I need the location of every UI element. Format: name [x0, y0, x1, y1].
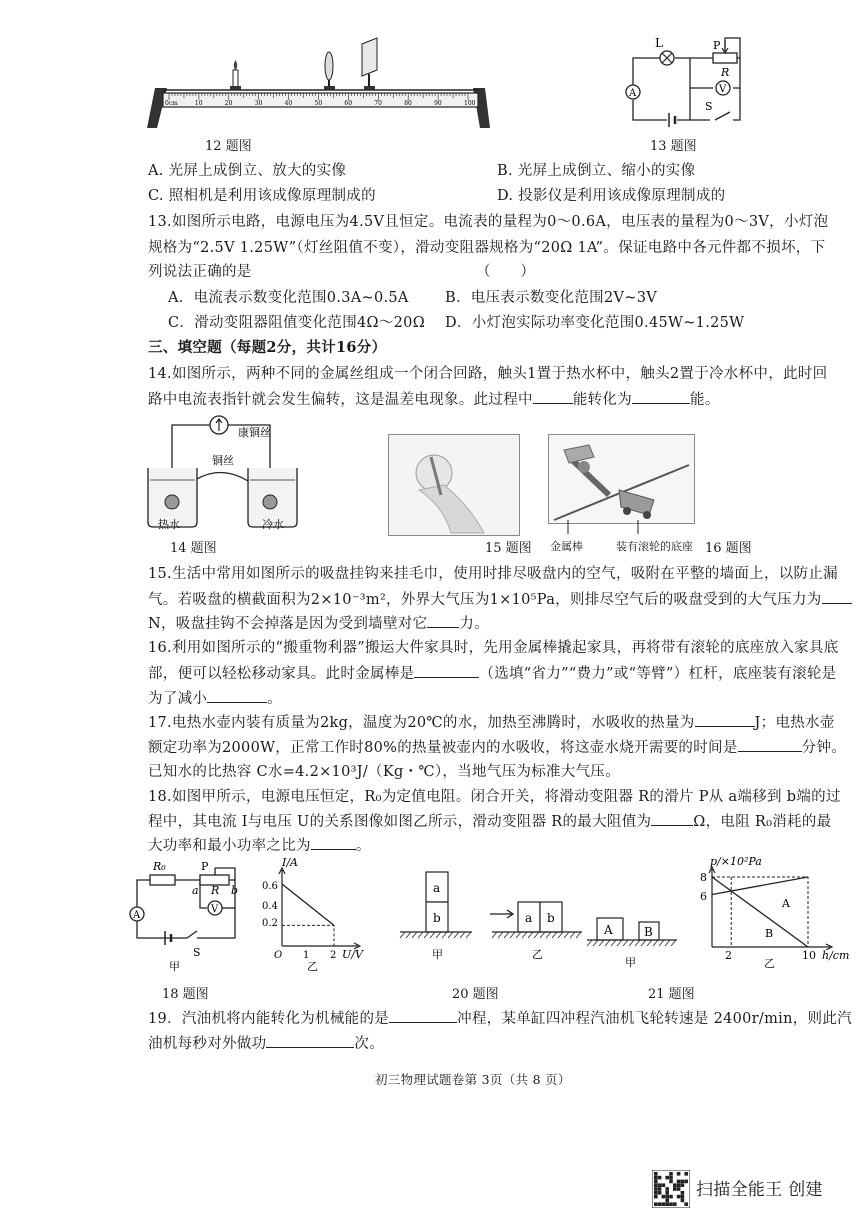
- svg-text:康铜丝: 康铜丝: [238, 426, 271, 439]
- iu-guide-line: [282, 925, 334, 946]
- ground-hatch: [570, 932, 575, 938]
- svg-text:b: b: [547, 911, 555, 925]
- ruler-tick-label: 80: [404, 100, 412, 107]
- fig16-label-rod: 金属棒: [550, 540, 583, 553]
- fig18-caption: 18 题图: [162, 987, 209, 1002]
- ground-hatch: [665, 940, 670, 946]
- q15-stem-line3: N，吸盘挂钩不会掉落是因为受到墙壁对它 力。: [148, 613, 489, 634]
- fig16-caption: 16 题图: [705, 541, 752, 556]
- q13-stem-line2: 规格为“2.5V 1.25W”（灯丝阻值不变），滑动变阻器规格为“20Ω 1A”。保证电路中各元件都不损坏，下: [148, 240, 826, 256]
- section-heading: 三、填空题（每题2分，共计16分）: [148, 339, 387, 356]
- fig13-caption: 13 题图: [650, 139, 697, 154]
- ground-hatch: [412, 932, 417, 938]
- ground-hatch: [448, 932, 453, 938]
- q18-stem-line3: 大功率和最小功率之比为 。: [148, 835, 371, 856]
- r0-resistor-icon: [150, 875, 175, 885]
- page-footer: 初三物理试题卷第 3页（共 8 页）: [375, 1072, 571, 1087]
- optical-bench-figure: [145, 30, 495, 130]
- ground-hatch: [605, 940, 610, 946]
- ruler-tick-label: 10: [194, 100, 203, 107]
- svg-text:甲: 甲: [432, 948, 443, 961]
- svg-text:p/×10²Pa: p/×10²Pa: [710, 855, 762, 868]
- ph-line-b: [712, 877, 808, 947]
- q14-blank-2[interactable]: [632, 389, 690, 404]
- svg-text:10: 10: [802, 949, 816, 962]
- ruler-tick-label: 0cm: [165, 100, 178, 107]
- svg-text:a: a: [525, 911, 533, 925]
- svg-text:乙: 乙: [307, 960, 318, 973]
- svg-text:0.6: 0.6: [262, 881, 278, 892]
- svg-text:0.4: 0.4: [262, 901, 278, 912]
- iu-graph-18: [262, 858, 367, 973]
- ground-hatch: [552, 932, 557, 938]
- ph-line-a: [712, 877, 808, 895]
- ground-hatch: [587, 940, 592, 946]
- ground-hatch: [558, 932, 563, 938]
- ground-hatch: [659, 940, 664, 946]
- heavy-lifting-tool-photo: [548, 434, 695, 524]
- svg-text:R: R: [721, 66, 730, 79]
- q19-stem-line1: 19．汽油机将内能转化为机械能的是 冲程，某单缸四冲程汽油机飞轮转速是 2400r/min，则此汽: [148, 1008, 852, 1029]
- q13-option-c: C．滑动变阻器阻值变化范围4Ω～20Ω: [168, 315, 426, 331]
- q14-stem-line1: 14.如图所示，两种不同的金属丝组成一个闭合回路，触头1置于热水杯中，触头2置于冷水杯中，此时回: [148, 366, 828, 382]
- ruler-tick-label: 60: [344, 100, 353, 107]
- q19-stem-line2: 油机每秒对外做功 次。: [148, 1033, 384, 1054]
- q13-stem-line3: 列说法正确的是: [148, 264, 252, 280]
- svg-text:S: S: [193, 946, 201, 959]
- svg-text:R₀: R₀: [153, 860, 166, 873]
- ruler-tick-label: 100: [464, 100, 476, 107]
- ground-hatch: [576, 932, 581, 938]
- q18-blank-1[interactable]: [651, 811, 693, 826]
- ph-graph-21: [690, 855, 850, 970]
- ground-hatch: [522, 932, 527, 938]
- q16-blank-1[interactable]: [414, 663, 479, 678]
- svg-text:乙: 乙: [764, 957, 775, 970]
- qr-code-icon: [652, 1170, 690, 1208]
- svg-text:甲: 甲: [169, 960, 180, 973]
- thermocouple-figure: [140, 410, 320, 535]
- svg-text:a: a: [433, 881, 441, 895]
- ground-hatch: [540, 932, 545, 938]
- ground-hatch: [534, 932, 539, 938]
- q18-stem-line1: 18.如图甲所示，电源电压恒定，R₀为定值电阻。闭合开关，将滑动变阻器 R的滑片 P从 a端移到 b端的过: [148, 789, 841, 805]
- ground-hatch: [430, 932, 435, 938]
- svg-text:S: S: [705, 100, 713, 113]
- ground-hatch: [611, 940, 616, 946]
- svg-text:L: L: [655, 36, 663, 50]
- q13-option-b: B．电压表示数变化范围2V~3V: [445, 290, 657, 306]
- q13-answer-paren: （ ）: [476, 264, 536, 280]
- svg-text:冷水: 冷水: [262, 518, 284, 531]
- ground-hatch: [498, 932, 503, 938]
- q12-option-a: A. 光屏上成倒立、放大的实像: [148, 163, 347, 179]
- ruler-tick-label: 70: [374, 100, 382, 107]
- q18-blank-2[interactable]: [311, 835, 356, 850]
- ground-hatch: [599, 940, 604, 946]
- ground-hatch: [653, 940, 658, 946]
- ground-hatch: [629, 940, 634, 946]
- ground-hatch: [424, 932, 429, 938]
- ground-hatch: [635, 940, 640, 946]
- suction-hook-photo: [388, 434, 520, 536]
- convex-lens-icon: [324, 52, 335, 90]
- fig20-caption: 20 题图: [452, 987, 499, 1002]
- ground-hatch: [617, 940, 622, 946]
- ruler-tick-label: 90: [434, 100, 442, 107]
- q17-blank-1[interactable]: [695, 712, 755, 727]
- svg-text:2: 2: [725, 949, 732, 962]
- q18-stem-line2: 程中，其电流 I与电压 U的关系图像如图乙所示，滑动变阻器 R的最大阻值为 Ω，电阻 R₀消耗的最: [148, 811, 831, 832]
- ground-hatch: [528, 932, 533, 938]
- ruler-tick-label: 40: [284, 100, 293, 107]
- q14-blank-1[interactable]: [533, 389, 573, 404]
- fig14-caption: 14 题图: [170, 541, 217, 556]
- ground-hatch: [510, 932, 515, 938]
- ground-hatch: [546, 932, 551, 938]
- fig16-label-base: 装有滚轮的底座: [616, 540, 693, 553]
- q15-stem-line2: 气。若吸盘的横截面积为2×10⁻³m²，外界大气压为1×10⁵Pa，则排尽空气后的吸盘受到的大气压力为: [148, 589, 852, 610]
- ruler-tick-label: 50: [314, 100, 323, 107]
- svg-text:V: V: [211, 904, 219, 915]
- ground-hatch: [671, 940, 676, 946]
- q15-blank-1[interactable]: [822, 589, 852, 604]
- ground-hatch: [516, 932, 521, 938]
- ground-hatch: [647, 940, 652, 946]
- fig15-caption: 15 题图: [485, 541, 532, 556]
- q19-blank-2[interactable]: [266, 1033, 354, 1048]
- ground-hatch: [593, 940, 598, 946]
- ruler-tick-label: 30: [254, 100, 263, 107]
- ground-hatch: [436, 932, 441, 938]
- ground-hatch: [492, 932, 497, 938]
- svg-text:I/A: I/A: [282, 858, 298, 869]
- svg-text:O: O: [274, 950, 283, 961]
- q13-option-d: D．小灯泡实际功率变化范围0.45W~1.25W: [445, 315, 745, 331]
- svg-text:0.2: 0.2: [262, 918, 278, 929]
- circuit-figure-13: [615, 30, 755, 130]
- rheostat-icon: [713, 53, 737, 63]
- q17-blank-2[interactable]: [738, 737, 802, 752]
- svg-text:A: A: [629, 88, 637, 99]
- blocks-figure-20: [392, 862, 592, 967]
- fig12-caption: 12 题图: [205, 139, 252, 154]
- ground-hatch: [442, 932, 447, 938]
- svg-text:U/V: U/V: [342, 948, 363, 961]
- q16-blank-2[interactable]: [207, 688, 267, 703]
- q16-stem-line3: 为了减小 。: [148, 688, 282, 709]
- q15-stem-line1: 15.生活中常用如图所示的吸盘挂钩来挂毛巾，使用时排尽吸盘内的空气，吸附在平整的墙面上，以防止漏: [148, 566, 838, 582]
- ground-hatch: [400, 932, 405, 938]
- svg-text:b: b: [433, 911, 441, 925]
- ground-hatch: [406, 932, 411, 938]
- svg-text:2: 2: [330, 950, 337, 961]
- ground-hatch: [466, 932, 471, 938]
- svg-text:b: b: [231, 884, 239, 897]
- candle-icon: [230, 60, 241, 90]
- ground-hatch: [504, 932, 509, 938]
- iu-data-line: [282, 884, 334, 925]
- svg-text:R: R: [211, 884, 220, 897]
- q14-stem-line2: 路中电流表指针就会发生偏转，这是温差电现象。此过程中 能转化为 能。: [148, 389, 720, 410]
- q12-option-c: C. 照相机是利用该成像原理制成的: [148, 188, 376, 204]
- switch-icon: [187, 931, 197, 938]
- svg-text:1: 1: [303, 950, 310, 961]
- ground-hatch: [460, 932, 465, 938]
- svg-text:甲: 甲: [625, 956, 636, 969]
- q15-blank-2[interactable]: [427, 613, 459, 628]
- svg-text:A: A: [782, 897, 790, 910]
- ruler-tick-label: 20: [224, 100, 233, 107]
- ground-hatch: [623, 940, 628, 946]
- q17-stem-line1: 17.电热水壶内装有质量为2kg，温度为20℃的水，加热至沸腾时，水吸收的热量为 J；电热水壶: [148, 712, 835, 733]
- svg-text:8: 8: [700, 871, 707, 884]
- fig21-caption: 21 题图: [648, 987, 695, 1002]
- svg-text:铜丝: 铜丝: [212, 454, 234, 467]
- q12-option-b: B. 光屏上成倒立、缩小的实像: [497, 163, 696, 179]
- q17-stem-line2: 额定功率为2000W，正常工作时80%的热量被壶内的水吸收，将这壶水烧开需要的时间是 分钟。: [148, 737, 846, 758]
- q16-stem-line2: 部，便可以轻松移动家具。此时金属棒是 （选填“省力”“费力”或“等臂”）杠杆，底座装有滚轮是: [148, 663, 836, 684]
- svg-text:a: a: [192, 884, 199, 897]
- ground-hatch: [641, 940, 646, 946]
- svg-text:V: V: [719, 84, 727, 95]
- q12-option-d: D. 投影仪是利用该成像原理制成的: [497, 188, 726, 204]
- q17-stem-line3: 已知水的比热容 C水=4.2×10³J/（Kg・℃），当地气压为标准大气压。: [148, 764, 621, 780]
- q13-option-a: A．电流表示数变化范围0.3A~0.5A: [168, 290, 409, 306]
- svg-text:h/cm: h/cm: [822, 949, 850, 962]
- ground-hatch: [454, 932, 459, 938]
- svg-text:P: P: [201, 860, 209, 873]
- circuit-figure-18: [125, 858, 245, 973]
- svg-text:A: A: [604, 923, 613, 937]
- svg-text:B: B: [765, 927, 774, 940]
- svg-text:热水: 热水: [158, 518, 180, 531]
- svg-text:乙: 乙: [532, 948, 543, 961]
- q13-stem-line1: 13.如图所示电路，电源电压为4.5V且恒定。电流表的量程为0～0.6A，电压表的量程为0～3V，小灯泡: [148, 214, 829, 230]
- ground-hatch: [564, 932, 569, 938]
- blocks-figure-21: [585, 900, 680, 975]
- svg-text:6: 6: [700, 890, 707, 903]
- svg-text:P: P: [713, 39, 721, 52]
- svg-text:B: B: [644, 925, 653, 939]
- ground-hatch: [418, 932, 423, 938]
- svg-text:A: A: [133, 910, 141, 921]
- q19-blank-1[interactable]: [389, 1008, 457, 1023]
- light-screen-icon: [362, 38, 377, 90]
- scanner-watermark: 扫描全能王 创建: [696, 1180, 823, 1200]
- q16-stem-line1: 16.利用如图所示的“搬重物利器”搬运大件家具时，先用金属棒撬起家具，再将带有滚轮的底座放入家具底: [148, 640, 839, 656]
